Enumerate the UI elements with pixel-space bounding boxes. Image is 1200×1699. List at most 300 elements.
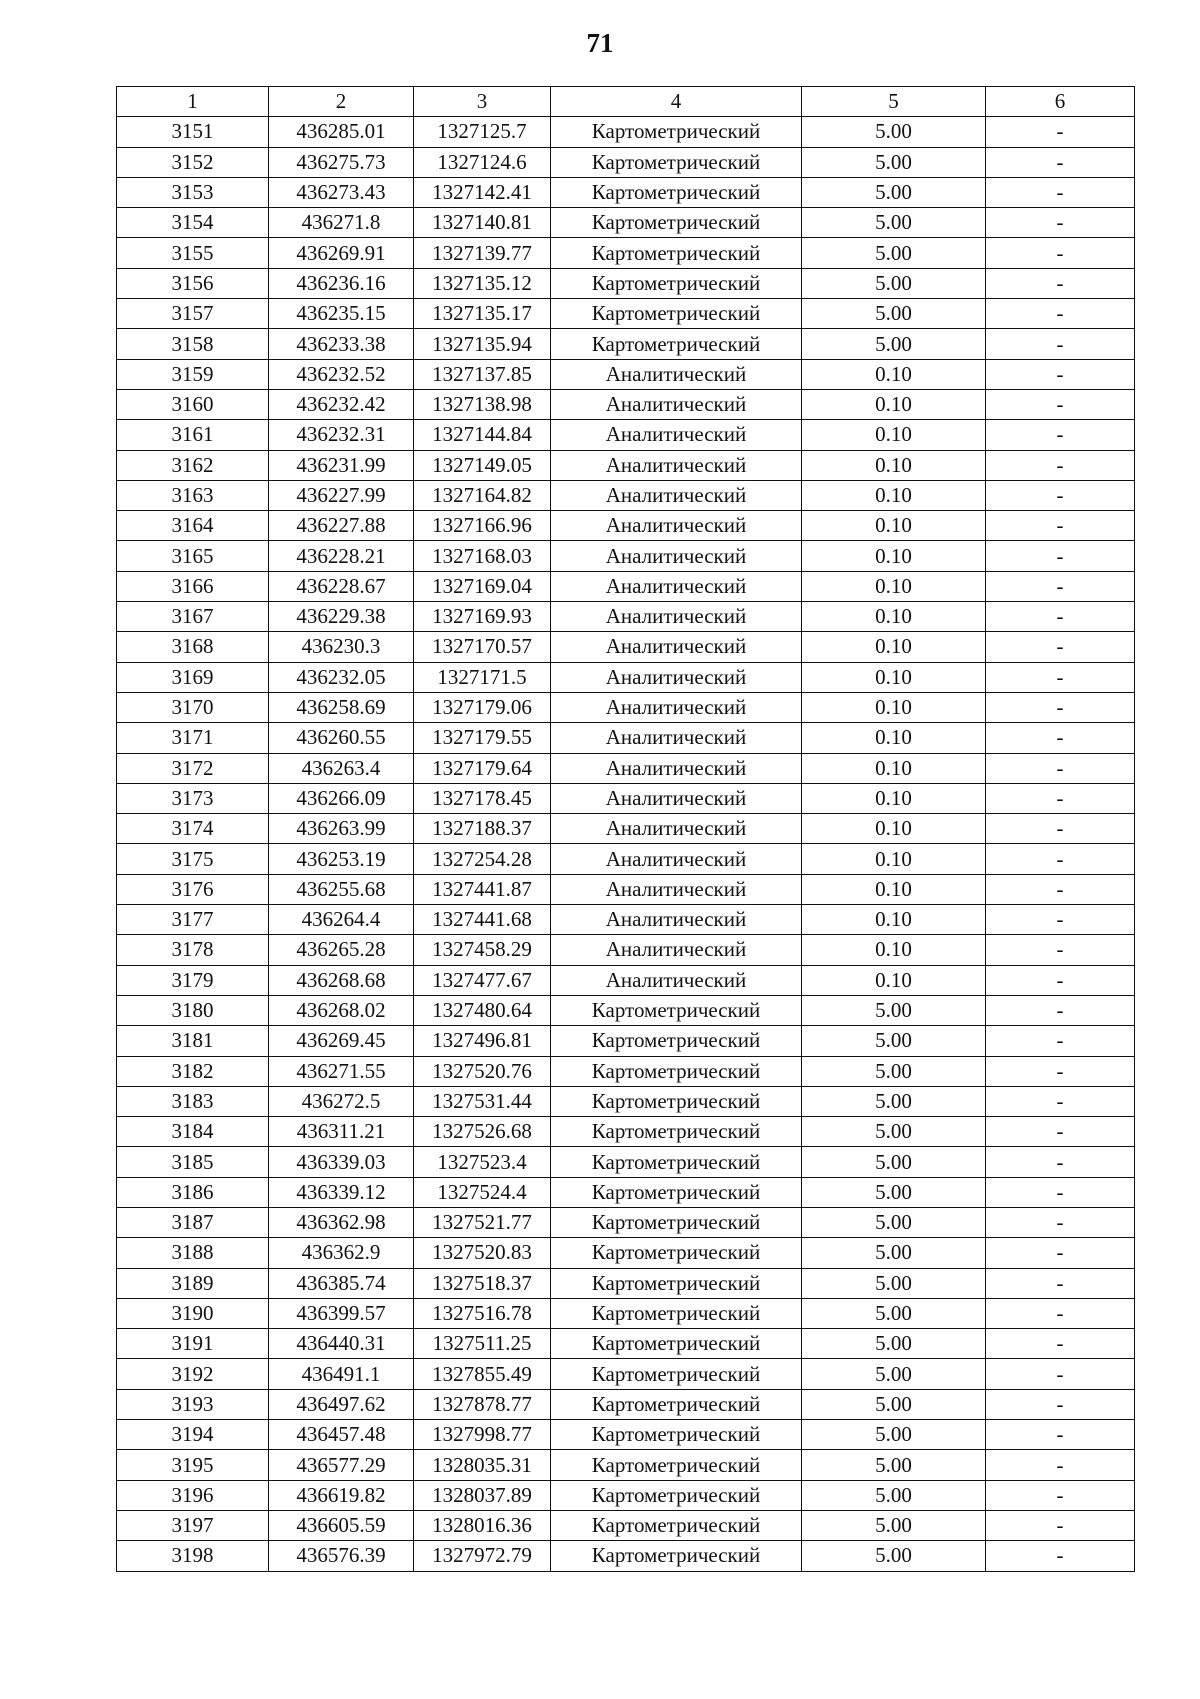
method-cell: Картометрический bbox=[551, 1480, 802, 1510]
accuracy-cell: 5.00 bbox=[802, 1450, 986, 1480]
y-coordinate-cell: 1327178.45 bbox=[414, 783, 551, 813]
y-coordinate-cell: 1327179.64 bbox=[414, 753, 551, 783]
method-cell: Аналитический bbox=[551, 662, 802, 692]
y-coordinate-cell: 1327137.85 bbox=[414, 359, 551, 389]
method-cell: Аналитический bbox=[551, 814, 802, 844]
point-number-cell: 3184 bbox=[117, 1117, 269, 1147]
table-row bbox=[117, 541, 1135, 571]
note-cell: - bbox=[986, 571, 1135, 601]
table-row bbox=[117, 1359, 1135, 1389]
accuracy-cell: 5.00 bbox=[802, 1359, 986, 1389]
point-number-cell: 3168 bbox=[117, 632, 269, 662]
accuracy-cell: 0.10 bbox=[802, 450, 986, 480]
note-cell: - bbox=[986, 1510, 1135, 1540]
accuracy-cell: 5.00 bbox=[802, 1541, 986, 1571]
table-row bbox=[117, 208, 1135, 238]
method-cell: Картометрический bbox=[551, 147, 802, 177]
accuracy-cell: 0.10 bbox=[802, 692, 986, 722]
y-coordinate-cell: 1327523.4 bbox=[414, 1147, 551, 1177]
method-cell: Картометрический bbox=[551, 995, 802, 1025]
point-number-cell: 3186 bbox=[117, 1177, 269, 1207]
note-cell: - bbox=[986, 541, 1135, 571]
x-coordinate-cell: 436264.4 bbox=[269, 905, 414, 935]
note-cell: - bbox=[986, 995, 1135, 1025]
x-coordinate-cell: 436311.21 bbox=[269, 1117, 414, 1147]
note-cell: - bbox=[986, 844, 1135, 874]
y-coordinate-cell: 1327188.37 bbox=[414, 814, 551, 844]
x-coordinate-cell: 436269.91 bbox=[269, 238, 414, 268]
x-coordinate-cell: 436229.38 bbox=[269, 602, 414, 632]
y-coordinate-cell: 1327254.28 bbox=[414, 844, 551, 874]
method-cell: Картометрический bbox=[551, 177, 802, 207]
column-header: 2 bbox=[269, 87, 414, 117]
x-coordinate-cell: 436266.09 bbox=[269, 783, 414, 813]
table-row bbox=[117, 359, 1135, 389]
x-coordinate-cell: 436268.02 bbox=[269, 995, 414, 1025]
y-coordinate-cell: 1327138.98 bbox=[414, 389, 551, 419]
point-number-cell: 3198 bbox=[117, 1541, 269, 1571]
accuracy-cell: 0.10 bbox=[802, 602, 986, 632]
y-coordinate-cell: 1327125.7 bbox=[414, 117, 551, 147]
accuracy-cell: 5.00 bbox=[802, 299, 986, 329]
x-coordinate-cell: 436497.62 bbox=[269, 1389, 414, 1419]
table-row bbox=[117, 1510, 1135, 1540]
table-row bbox=[117, 480, 1135, 510]
accuracy-cell: 0.10 bbox=[802, 905, 986, 935]
point-number-cell: 3157 bbox=[117, 299, 269, 329]
table-row bbox=[117, 1389, 1135, 1419]
x-coordinate-cell: 436227.99 bbox=[269, 480, 414, 510]
y-coordinate-cell: 1327179.06 bbox=[414, 692, 551, 722]
table-row bbox=[117, 814, 1135, 844]
note-cell: - bbox=[986, 1389, 1135, 1419]
x-coordinate-cell: 436263.4 bbox=[269, 753, 414, 783]
accuracy-cell: 0.10 bbox=[802, 511, 986, 541]
method-cell: Аналитический bbox=[551, 389, 802, 419]
y-coordinate-cell: 1327518.37 bbox=[414, 1268, 551, 1298]
note-cell: - bbox=[986, 1238, 1135, 1268]
point-number-cell: 3174 bbox=[117, 814, 269, 844]
method-cell: Картометрический bbox=[551, 117, 802, 147]
x-coordinate-cell: 436231.99 bbox=[269, 450, 414, 480]
note-cell: - bbox=[986, 1329, 1135, 1359]
note-cell: - bbox=[986, 1420, 1135, 1450]
table-row bbox=[117, 1329, 1135, 1359]
table-row bbox=[117, 1298, 1135, 1328]
note-cell: - bbox=[986, 208, 1135, 238]
header-row bbox=[117, 87, 1135, 117]
note-cell: - bbox=[986, 511, 1135, 541]
note-cell: - bbox=[986, 1117, 1135, 1147]
accuracy-cell: 5.00 bbox=[802, 1238, 986, 1268]
accuracy-cell: 5.00 bbox=[802, 1147, 986, 1177]
accuracy-cell: 0.10 bbox=[802, 723, 986, 753]
accuracy-cell: 0.10 bbox=[802, 753, 986, 783]
y-coordinate-cell: 1327135.12 bbox=[414, 268, 551, 298]
accuracy-cell: 5.00 bbox=[802, 117, 986, 147]
point-number-cell: 3194 bbox=[117, 1420, 269, 1450]
note-cell: - bbox=[986, 177, 1135, 207]
table-row bbox=[117, 783, 1135, 813]
method-cell: Картометрический bbox=[551, 1056, 802, 1086]
point-number-cell: 3197 bbox=[117, 1510, 269, 1540]
column-header: 5 bbox=[802, 87, 986, 117]
x-coordinate-cell: 436362.9 bbox=[269, 1238, 414, 1268]
note-cell: - bbox=[986, 238, 1135, 268]
method-cell: Картометрический bbox=[551, 1298, 802, 1328]
x-coordinate-cell: 436258.69 bbox=[269, 692, 414, 722]
y-coordinate-cell: 1327516.78 bbox=[414, 1298, 551, 1328]
x-coordinate-cell: 436271.8 bbox=[269, 208, 414, 238]
table-body bbox=[117, 117, 1135, 1571]
note-cell: - bbox=[986, 1450, 1135, 1480]
x-coordinate-cell: 436232.42 bbox=[269, 389, 414, 419]
y-coordinate-cell: 1327139.77 bbox=[414, 238, 551, 268]
accuracy-cell: 5.00 bbox=[802, 1268, 986, 1298]
table-row bbox=[117, 1480, 1135, 1510]
note-cell: - bbox=[986, 753, 1135, 783]
point-number-cell: 3165 bbox=[117, 541, 269, 571]
point-number-cell: 3191 bbox=[117, 1329, 269, 1359]
y-coordinate-cell: 1327124.6 bbox=[414, 147, 551, 177]
y-coordinate-cell: 1327144.84 bbox=[414, 420, 551, 450]
x-coordinate-cell: 436265.28 bbox=[269, 935, 414, 965]
note-cell: - bbox=[986, 814, 1135, 844]
method-cell: Картометрический bbox=[551, 1510, 802, 1540]
table-row bbox=[117, 602, 1135, 632]
table-row bbox=[117, 177, 1135, 207]
point-number-cell: 3190 bbox=[117, 1298, 269, 1328]
note-cell: - bbox=[986, 1056, 1135, 1086]
x-coordinate-cell: 436269.45 bbox=[269, 1026, 414, 1056]
table-row bbox=[117, 1147, 1135, 1177]
y-coordinate-cell: 1327166.96 bbox=[414, 511, 551, 541]
method-cell: Картометрический bbox=[551, 1268, 802, 1298]
accuracy-cell: 0.10 bbox=[802, 844, 986, 874]
method-cell: Картометрический bbox=[551, 1420, 802, 1450]
note-cell: - bbox=[986, 420, 1135, 450]
table-row bbox=[117, 117, 1135, 147]
y-coordinate-cell: 1327171.5 bbox=[414, 662, 551, 692]
x-coordinate-cell: 436227.88 bbox=[269, 511, 414, 541]
y-coordinate-cell: 1327135.94 bbox=[414, 329, 551, 359]
point-number-cell: 3166 bbox=[117, 571, 269, 601]
method-cell: Картометрический bbox=[551, 1541, 802, 1571]
x-coordinate-cell: 436232.05 bbox=[269, 662, 414, 692]
y-coordinate-cell: 1327998.77 bbox=[414, 1420, 551, 1450]
accuracy-cell: 5.00 bbox=[802, 1056, 986, 1086]
y-coordinate-cell: 1327458.29 bbox=[414, 935, 551, 965]
note-cell: - bbox=[986, 359, 1135, 389]
accuracy-cell: 0.10 bbox=[802, 571, 986, 601]
note-cell: - bbox=[986, 1359, 1135, 1389]
point-number-cell: 3171 bbox=[117, 723, 269, 753]
method-cell: Аналитический bbox=[551, 753, 802, 783]
table-row bbox=[117, 1086, 1135, 1116]
method-cell: Картометрический bbox=[551, 329, 802, 359]
method-cell: Картометрический bbox=[551, 1117, 802, 1147]
point-number-cell: 3181 bbox=[117, 1026, 269, 1056]
y-coordinate-cell: 1327169.93 bbox=[414, 602, 551, 632]
point-number-cell: 3155 bbox=[117, 238, 269, 268]
note-cell: - bbox=[986, 1268, 1135, 1298]
table-row bbox=[117, 450, 1135, 480]
point-number-cell: 3193 bbox=[117, 1389, 269, 1419]
y-coordinate-cell: 1327164.82 bbox=[414, 480, 551, 510]
method-cell: Аналитический bbox=[551, 844, 802, 874]
point-number-cell: 3153 bbox=[117, 177, 269, 207]
point-number-cell: 3164 bbox=[117, 511, 269, 541]
accuracy-cell: 5.00 bbox=[802, 1177, 986, 1207]
x-coordinate-cell: 436399.57 bbox=[269, 1298, 414, 1328]
x-coordinate-cell: 436235.15 bbox=[269, 299, 414, 329]
note-cell: - bbox=[986, 1541, 1135, 1571]
point-number-cell: 3195 bbox=[117, 1450, 269, 1480]
y-coordinate-cell: 1327520.76 bbox=[414, 1056, 551, 1086]
point-number-cell: 3173 bbox=[117, 783, 269, 813]
accuracy-cell: 5.00 bbox=[802, 1117, 986, 1147]
x-coordinate-cell: 436619.82 bbox=[269, 1480, 414, 1510]
y-coordinate-cell: 1327441.87 bbox=[414, 874, 551, 904]
x-coordinate-cell: 436232.52 bbox=[269, 359, 414, 389]
x-coordinate-cell: 436440.31 bbox=[269, 1329, 414, 1359]
column-header: 1 bbox=[117, 87, 269, 117]
accuracy-cell: 0.10 bbox=[802, 935, 986, 965]
table-row bbox=[117, 1541, 1135, 1571]
accuracy-cell: 5.00 bbox=[802, 208, 986, 238]
table-row bbox=[117, 1207, 1135, 1237]
accuracy-cell: 5.00 bbox=[802, 995, 986, 1025]
method-cell: Аналитический bbox=[551, 935, 802, 965]
x-coordinate-cell: 436275.73 bbox=[269, 147, 414, 177]
x-coordinate-cell: 436230.3 bbox=[269, 632, 414, 662]
note-cell: - bbox=[986, 692, 1135, 722]
y-coordinate-cell: 1327135.17 bbox=[414, 299, 551, 329]
method-cell: Картометрический bbox=[551, 1238, 802, 1268]
accuracy-cell: 5.00 bbox=[802, 1389, 986, 1419]
note-cell: - bbox=[986, 935, 1135, 965]
accuracy-cell: 5.00 bbox=[802, 1086, 986, 1116]
table-row bbox=[117, 723, 1135, 753]
method-cell: Картометрический bbox=[551, 1026, 802, 1056]
note-cell: - bbox=[986, 874, 1135, 904]
method-cell: Аналитический bbox=[551, 359, 802, 389]
table-row bbox=[117, 268, 1135, 298]
x-coordinate-cell: 436457.48 bbox=[269, 1420, 414, 1450]
point-number-cell: 3162 bbox=[117, 450, 269, 480]
method-cell: Картометрический bbox=[551, 1177, 802, 1207]
table-row bbox=[117, 844, 1135, 874]
method-cell: Картометрический bbox=[551, 1207, 802, 1237]
column-header: 4 bbox=[551, 87, 802, 117]
accuracy-cell: 5.00 bbox=[802, 1298, 986, 1328]
x-coordinate-cell: 436260.55 bbox=[269, 723, 414, 753]
column-header: 6 bbox=[986, 87, 1135, 117]
point-number-cell: 3154 bbox=[117, 208, 269, 238]
point-number-cell: 3175 bbox=[117, 844, 269, 874]
y-coordinate-cell: 1328035.31 bbox=[414, 1450, 551, 1480]
table-row bbox=[117, 299, 1135, 329]
table-row bbox=[117, 662, 1135, 692]
method-cell: Аналитический bbox=[551, 511, 802, 541]
x-coordinate-cell: 436285.01 bbox=[269, 117, 414, 147]
x-coordinate-cell: 436228.21 bbox=[269, 541, 414, 571]
x-coordinate-cell: 436272.5 bbox=[269, 1086, 414, 1116]
table-row bbox=[117, 692, 1135, 722]
accuracy-cell: 0.10 bbox=[802, 359, 986, 389]
point-number-cell: 3161 bbox=[117, 420, 269, 450]
note-cell: - bbox=[986, 1147, 1135, 1177]
point-number-cell: 3156 bbox=[117, 268, 269, 298]
y-coordinate-cell: 1327169.04 bbox=[414, 571, 551, 601]
accuracy-cell: 0.10 bbox=[802, 420, 986, 450]
y-coordinate-cell: 1327855.49 bbox=[414, 1359, 551, 1389]
method-cell: Аналитический bbox=[551, 692, 802, 722]
note-cell: - bbox=[986, 1207, 1135, 1237]
point-number-cell: 3152 bbox=[117, 147, 269, 177]
point-number-cell: 3180 bbox=[117, 995, 269, 1025]
method-cell: Картометрический bbox=[551, 1389, 802, 1419]
table-row bbox=[117, 753, 1135, 783]
point-number-cell: 3196 bbox=[117, 1480, 269, 1510]
method-cell: Картометрический bbox=[551, 1086, 802, 1116]
table-row bbox=[117, 1420, 1135, 1450]
y-coordinate-cell: 1327179.55 bbox=[414, 723, 551, 753]
method-cell: Аналитический bbox=[551, 965, 802, 995]
x-coordinate-cell: 436233.38 bbox=[269, 329, 414, 359]
x-coordinate-cell: 436232.31 bbox=[269, 420, 414, 450]
method-cell: Картометрический bbox=[551, 1147, 802, 1177]
y-coordinate-cell: 1327480.64 bbox=[414, 995, 551, 1025]
y-coordinate-cell: 1327441.68 bbox=[414, 905, 551, 935]
method-cell: Аналитический bbox=[551, 905, 802, 935]
note-cell: - bbox=[986, 783, 1135, 813]
point-number-cell: 3170 bbox=[117, 692, 269, 722]
table-header bbox=[117, 87, 1135, 117]
y-coordinate-cell: 1327972.79 bbox=[414, 1541, 551, 1571]
note-cell: - bbox=[986, 662, 1135, 692]
x-coordinate-cell: 436236.16 bbox=[269, 268, 414, 298]
note-cell: - bbox=[986, 965, 1135, 995]
table-row bbox=[117, 1450, 1135, 1480]
point-number-cell: 3163 bbox=[117, 480, 269, 510]
y-coordinate-cell: 1328016.36 bbox=[414, 1510, 551, 1540]
y-coordinate-cell: 1327878.77 bbox=[414, 1389, 551, 1419]
table-row bbox=[117, 147, 1135, 177]
method-cell: Аналитический bbox=[551, 480, 802, 510]
point-number-cell: 3151 bbox=[117, 117, 269, 147]
accuracy-cell: 0.10 bbox=[802, 541, 986, 571]
x-coordinate-cell: 436271.55 bbox=[269, 1056, 414, 1086]
note-cell: - bbox=[986, 1298, 1135, 1328]
method-cell: Аналитический bbox=[551, 420, 802, 450]
table-row bbox=[117, 1026, 1135, 1056]
point-number-cell: 3159 bbox=[117, 359, 269, 389]
y-coordinate-cell: 1327140.81 bbox=[414, 208, 551, 238]
accuracy-cell: 5.00 bbox=[802, 238, 986, 268]
note-cell: - bbox=[986, 1026, 1135, 1056]
x-coordinate-cell: 436491.1 bbox=[269, 1359, 414, 1389]
table-row bbox=[117, 1117, 1135, 1147]
note-cell: - bbox=[986, 1480, 1135, 1510]
coordinates-table bbox=[116, 86, 1135, 1572]
accuracy-cell: 5.00 bbox=[802, 268, 986, 298]
y-coordinate-cell: 1327142.41 bbox=[414, 177, 551, 207]
method-cell: Аналитический bbox=[551, 723, 802, 753]
accuracy-cell: 0.10 bbox=[802, 662, 986, 692]
accuracy-cell: 5.00 bbox=[802, 177, 986, 207]
point-number-cell: 3172 bbox=[117, 753, 269, 783]
x-coordinate-cell: 436577.29 bbox=[269, 1450, 414, 1480]
accuracy-cell: 0.10 bbox=[802, 783, 986, 813]
note-cell: - bbox=[986, 905, 1135, 935]
point-number-cell: 3158 bbox=[117, 329, 269, 359]
table-row bbox=[117, 238, 1135, 268]
point-number-cell: 3188 bbox=[117, 1238, 269, 1268]
table-row bbox=[117, 874, 1135, 904]
accuracy-cell: 5.00 bbox=[802, 1026, 986, 1056]
accuracy-cell: 5.00 bbox=[802, 1329, 986, 1359]
table-row bbox=[117, 420, 1135, 450]
y-coordinate-cell: 1327524.4 bbox=[414, 1177, 551, 1207]
point-number-cell: 3160 bbox=[117, 389, 269, 419]
accuracy-cell: 0.10 bbox=[802, 965, 986, 995]
x-coordinate-cell: 436339.03 bbox=[269, 1147, 414, 1177]
point-number-cell: 3192 bbox=[117, 1359, 269, 1389]
table-row bbox=[117, 329, 1135, 359]
page-number: 71 bbox=[586, 28, 614, 58]
y-coordinate-cell: 1327520.83 bbox=[414, 1238, 551, 1268]
table-row bbox=[117, 1268, 1135, 1298]
accuracy-cell: 5.00 bbox=[802, 1510, 986, 1540]
x-coordinate-cell: 436273.43 bbox=[269, 177, 414, 207]
note-cell: - bbox=[986, 389, 1135, 419]
point-number-cell: 3187 bbox=[117, 1207, 269, 1237]
method-cell: Картометрический bbox=[551, 1329, 802, 1359]
table-row bbox=[117, 1056, 1135, 1086]
column-header: 3 bbox=[414, 87, 551, 117]
accuracy-cell: 5.00 bbox=[802, 1420, 986, 1450]
y-coordinate-cell: 1327531.44 bbox=[414, 1086, 551, 1116]
point-number-cell: 3176 bbox=[117, 874, 269, 904]
method-cell: Аналитический bbox=[551, 602, 802, 632]
note-cell: - bbox=[986, 632, 1135, 662]
accuracy-cell: 0.10 bbox=[802, 389, 986, 419]
accuracy-cell: 5.00 bbox=[802, 1480, 986, 1510]
table-row bbox=[117, 571, 1135, 601]
y-coordinate-cell: 1327477.67 bbox=[414, 965, 551, 995]
method-cell: Картометрический bbox=[551, 1450, 802, 1480]
y-coordinate-cell: 1328037.89 bbox=[414, 1480, 551, 1510]
y-coordinate-cell: 1327526.68 bbox=[414, 1117, 551, 1147]
method-cell: Аналитический bbox=[551, 450, 802, 480]
x-coordinate-cell: 436339.12 bbox=[269, 1177, 414, 1207]
accuracy-cell: 0.10 bbox=[802, 480, 986, 510]
x-coordinate-cell: 436362.98 bbox=[269, 1207, 414, 1237]
y-coordinate-cell: 1327496.81 bbox=[414, 1026, 551, 1056]
method-cell: Аналитический bbox=[551, 571, 802, 601]
point-number-cell: 3177 bbox=[117, 905, 269, 935]
x-coordinate-cell: 436576.39 bbox=[269, 1541, 414, 1571]
accuracy-cell: 5.00 bbox=[802, 1207, 986, 1237]
point-number-cell: 3179 bbox=[117, 965, 269, 995]
point-number-cell: 3169 bbox=[117, 662, 269, 692]
point-number-cell: 3189 bbox=[117, 1268, 269, 1298]
x-coordinate-cell: 436255.68 bbox=[269, 874, 414, 904]
note-cell: - bbox=[986, 268, 1135, 298]
method-cell: Аналитический bbox=[551, 874, 802, 904]
x-coordinate-cell: 436228.67 bbox=[269, 571, 414, 601]
